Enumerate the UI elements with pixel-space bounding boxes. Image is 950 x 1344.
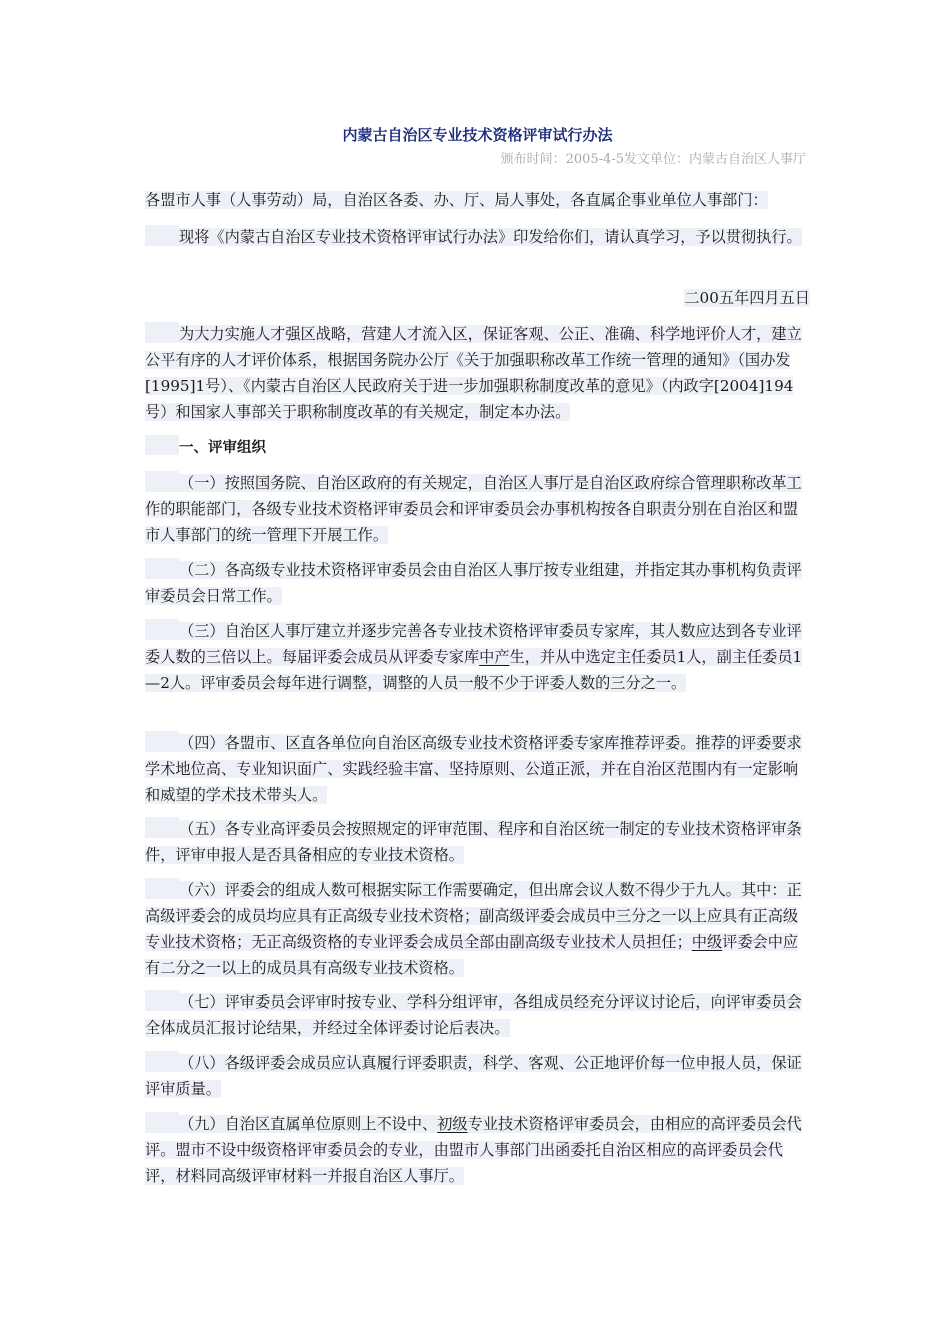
item-8 xyxy=(145,1050,810,1102)
item-4 xyxy=(145,730,810,808)
item-6-text-b: 评委会中应有二分之一以上的成员具有高级专业技术资格。 xyxy=(145,933,799,977)
document-title: 内蒙古自治区专业技术资格评审试行办法 xyxy=(342,126,613,144)
item-2-text: （二）各高级专业技术资格评审委员会由自治区人事厅按专业组建，并指定其办事机构负责评审委员会日常工作。 xyxy=(145,561,802,605)
item-6 xyxy=(145,877,810,981)
indent xyxy=(145,1112,179,1132)
indent xyxy=(145,878,179,898)
item-2 xyxy=(145,557,810,609)
indent xyxy=(145,471,179,491)
item-1-text: （一）按照国务院、自治区政府的有关规定，自治区人事厅是自治区政府综合管理职称改革工作的职能部门，各级专业技术资格评审委员会和评审委员会办事机构按各自职责分别在自治区和盟市人事部门的统一管理下开展工作。 xyxy=(145,474,802,544)
indent xyxy=(145,817,179,837)
item-9-underlined-term: 初级 xyxy=(437,1115,468,1133)
indent xyxy=(145,435,179,455)
indent xyxy=(145,1051,179,1071)
item-9 xyxy=(145,1111,810,1189)
section-heading-text: 一、评审组织 xyxy=(179,440,266,456)
publish-meta: 颁布时间：2005-4-5发文单位：内蒙古自治区人事厅 xyxy=(500,152,806,167)
intro-paragraph xyxy=(145,224,810,250)
item-3 xyxy=(145,618,810,696)
item-7-text: （七）评审委员会评审时按专业、学科分组评审，各组成员经充分评议讨论后，向评审委员会全体成员汇报讨论结果，并经过全体评委讨论后表决。 xyxy=(145,993,802,1037)
item-1 xyxy=(145,470,810,548)
item-3-text-a: （三）自治区人事厅建立并逐步完善各专业技术资格评审委员专家库，其人数应达到各专业评委人数的三倍以上。每届评委会成员从评委专家库 xyxy=(145,622,802,666)
salutation-text: 各盟市人事（人事劳动）局，自治区各委、办、厅、局人事处，各直属企事业单位人事部门： xyxy=(145,191,768,209)
intro-text: 现将《内蒙古自治区专业技术资格评审试行办法》印发给你们，请认真学习，予以贯彻执行。 xyxy=(179,228,802,246)
indent xyxy=(145,322,179,342)
item-3-underlined-term: 中产 xyxy=(479,648,510,666)
item-6-text-a: （六）评委会的组成人数可根据实际工作需要确定，但出席会议人数不得少于九人。其中：正高级评委会的成员均应具有正高级专业技术资格；副高级评委会成员中三分之一以上应具有正高级专业技术资格；无正高级资格的专业评委会成员全部由副高级专业技术人员担任； xyxy=(145,881,802,951)
issue-date-text: 二00五年四月五日 xyxy=(684,289,810,307)
item-6-underlined-term: 中级 xyxy=(691,933,723,951)
indent xyxy=(145,619,179,639)
item-4-text: （四）各盟市、区直各单位向自治区高级专业技术资格评委专家库推荐评委。推荐的评委要求学术地位高、专业知识面广、实践经验丰富、坚持原则、公道正派，并在自治区范围内有一定影响和威望的学术技术带头人。 xyxy=(145,734,802,804)
item-3-text-b: 生，并从中选定主任委员1人，副主任委员1—2人。评审委员会每年进行调整，调整的人员一般不少于评委人数的三分之一。 xyxy=(145,648,803,692)
item-5-text: （五）各专业高评委员会按照规定的评审范围、程序和自治区统一制定的专业技术资格评审条件，评审申报人是否具备相应的专业技术资格。 xyxy=(145,820,802,864)
preamble-text: 为大力实施人才强区战略，营建人才流入区，保证客观、公正、准确、科学地评价人才，建立公平有序的人才评价体系，根据国务院办公厅《关于加强职称改革工作统一管理的通知》（国办发[1995]1号）、《内蒙古自治区人民政府关于进一步加强职称制度改革的意见》（内政字[2004]194号）和国家人事部关于职称制度改革的有关规定，制定本办法。 xyxy=(145,325,802,421)
indent xyxy=(145,731,179,751)
item-8-text: （八）各级评委会成员应认真履行评委职责，科学、客观、公正地评价每一位申报人员，保证评审质量。 xyxy=(145,1054,802,1098)
indent xyxy=(145,558,179,578)
indent xyxy=(145,990,179,1010)
item-7 xyxy=(145,989,810,1041)
salutation xyxy=(145,187,810,213)
section-heading xyxy=(145,435,810,461)
item-9-text-a: （九）自治区直属单位原则上不设中、 xyxy=(179,1115,438,1133)
indent xyxy=(145,225,179,245)
item-5 xyxy=(145,816,810,868)
preamble-paragraph xyxy=(145,321,810,425)
item-9-text-b: 专业技术资格评审委员会，由相应的高评委员会代评。盟市不设中级资格评审委员会的专业，由盟市人事部门出函委托自治区相应的高评委员会代评，材料同高级评审材料一并报自治区人事厅。 xyxy=(145,1115,802,1185)
issue-date xyxy=(145,285,810,311)
